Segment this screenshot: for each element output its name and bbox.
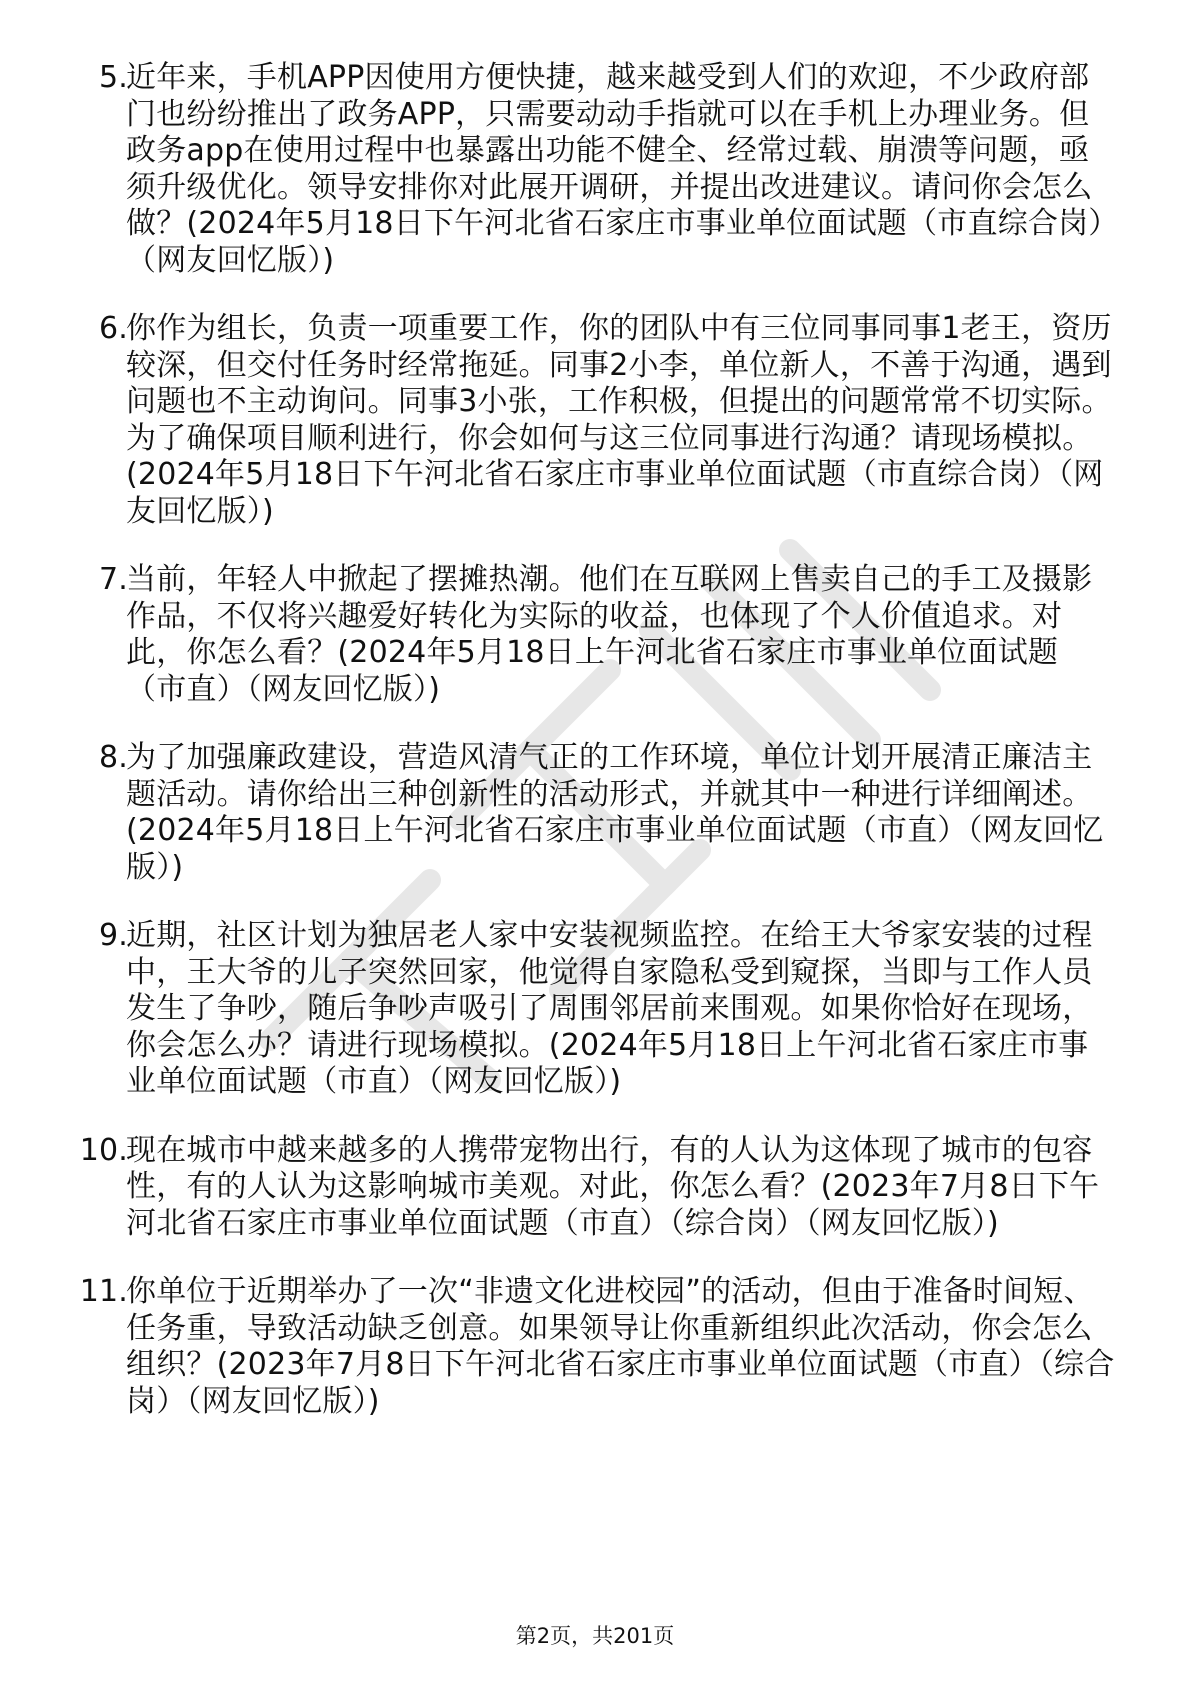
question-item: [0, 311, 1190, 530]
question-item: [0, 562, 1190, 708]
question-text: 现在城市中越来越多的人携带宠物出行，有的人认为这体现了城市的包容性，有的人认为这影响城市美观。对此，你怎么看？(2023年7月8日下午河北省石家庄市事业单位面试题（市直）（综合岗）（网友回忆版）): [126, 1132, 1100, 1241]
question-number: 8.: [98, 740, 128, 775]
question-item: [0, 60, 1190, 279]
question-item: [0, 1133, 1190, 1243]
page-number-label: 第2页，共201页: [515, 1624, 675, 1648]
question-text: 近年来，手机APP因使用方便快捷，越来越受到人们的欢迎，不少政府部门也纷纷推出了政务APP，只需要动动手指就可以在手机上办理业务。但政务app在使用过程中也暴露出功能不健全、经常过载、崩溃等问题，亟须升级优化。领导安排你对此展开调研，并提出改进建议。请问你会怎么做？(2024年5月18日下午河北省石家庄市事业单位面试题（市直综合岗）（网友回忆版）): [126, 60, 1104, 278]
question-item: [0, 918, 1190, 1101]
question-number: 10.: [79, 1132, 128, 1168]
question-text: 你单位于近期举办了一次“非遗文化进校园”的活动，但由于准备时间短、任务重，导致活动缺乏创意。如果领导让你重新组织此次活动，你会怎么组织？(2023年7月8日下午河北省石家庄市事业单位面试题（市直）（综合岗）（网友回忆版）): [126, 1274, 1115, 1419]
question-number: 9.: [98, 918, 128, 953]
question-text: 当前，年轻人中掀起了摆摊热潮。他们在互联网上售卖自己的手工及摄影作品，不仅将兴趣爱好转化为实际的收益，也体现了个人价值追求。对此，你怎么看？(2024年5月18日上午河北省石家庄市事业单位面试题（市直）（网友回忆版）): [126, 562, 1093, 707]
question-text: 你作为组长，负责一项重要工作，你的团队中有三位同事同事1老王，资历较深，但交付任务时经常拖延。同事2小李，单位新人，不善于沟通，遇到问题也不主动询问。同事3小张，工作积极，但提出的问题常常不切实际。为了确保项目顺利进行，你会如何与这三位同事进行沟通？请现场模拟。(2024年5月18日下午河北省石家庄市事业单位面试题（市直综合岗）（网友回忆版）): [126, 311, 1112, 529]
question-number: 11.: [79, 1274, 128, 1309]
question-list: [0, 60, 1190, 1452]
question-item: [0, 740, 1190, 886]
question-item: [0, 1274, 1190, 1420]
question-number: 6.: [98, 311, 128, 346]
question-number: 7.: [98, 562, 128, 597]
question-text: 为了加强廉政建设，营造风清气正的工作环境，单位计划开展清正廉洁主题活动。请你给出三种创新性的活动形式，并就其中一种进行详细阐述。(2024年5月18日上午河北省石家庄市事业单位面试题（市直）（网友回忆版）): [126, 740, 1104, 885]
question-number: 5.: [98, 60, 128, 95]
page-footer: [0, 1620, 1190, 1650]
question-text: 近期，社区计划为独居老人家中安装视频监控。在给王大爷家安装的过程中，王大爷的儿子突然回家，他觉得自家隐私受到窥探，当即与工作人员发生了争吵，随后争吵声吸引了周围邻居前来围观。如果你恰好在现场，你会怎么办？请进行现场模拟。(2024年5月18日上午河北省石家庄市事业单位面试题（市直）（网友回忆版）): [126, 918, 1093, 1099]
